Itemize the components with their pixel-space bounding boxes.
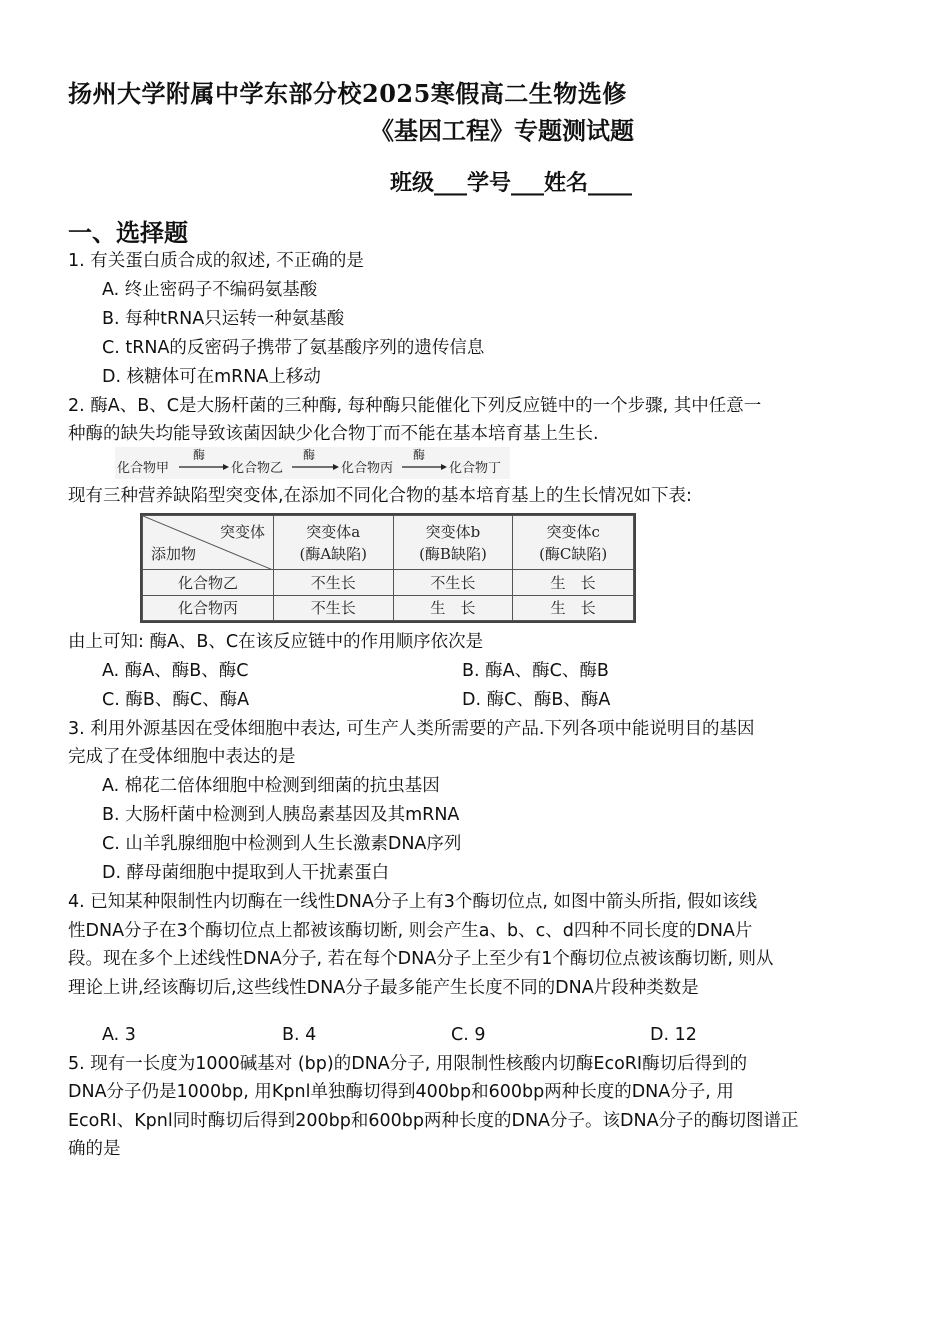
table-cell: 不生长	[274, 570, 394, 596]
question-5-line-1: 5. 现有一长度为1000碱基对 (bp)的DNA分子, 用限制性核酸内切酶EcoRI酶切后得到的	[68, 1054, 748, 1074]
question-1-option-b: B. 每种tRNA只运转一种氨基酸	[102, 309, 345, 329]
table-row-label: 化合物丙	[143, 595, 274, 621]
question-3-stem-line-2: 完成了在受体细胞中表达的是	[68, 747, 296, 767]
arrow-icon	[333, 464, 339, 470]
table-cell: 不生长	[393, 570, 513, 596]
table-row	[143, 570, 634, 596]
question-2-option-c: C. 酶B、酶C、酶A	[102, 690, 250, 710]
pathway-enzyme-label-1: 酶	[193, 448, 206, 462]
question-4-line-4: 理论上讲,经该酶切后,这些线性DNA分子最多能产生长度不同的DNA片段种类数是	[68, 978, 699, 998]
student-info-line: 班级___学号___姓名____	[390, 170, 633, 196]
question-2-option-d: D. 酶C、酶B、酶A	[462, 690, 611, 710]
pathway-compound-4: 化合物丁	[449, 461, 502, 476]
mutant-growth-table	[140, 513, 636, 623]
question-2-stem-line-2: 种酶的缺失均能导致该菌因缺少化合物丁而不能在基本培育基上生长.	[68, 424, 599, 444]
table-column-header: 突变体a (酶A缺陷)	[274, 516, 394, 570]
question-3-stem-line-1: 3. 利用外源基因在受体细胞中表达, 可生产人类所需要的产品.下列各项中能说明目的基因	[68, 719, 755, 739]
question-4-option-d: D. 12	[650, 1025, 697, 1045]
question-5-line-2: DNA分子仍是1000bp, 用Kpnl单独酶切得到400bp和600bp两种长度的DNA分子, 用	[68, 1082, 734, 1102]
exam-title: 扬州大学附属中学东部分校2025寒假高二生物选修	[68, 79, 627, 108]
table-cell: 生 长	[513, 570, 634, 596]
question-2-stem-line-1: 2. 酶A、B、C是大肠杆菌的三种酶, 每种酶只能催化下列反应链中的一个步骤, 其中任意一	[68, 396, 762, 416]
table-column-header: 突变体b (酶B缺陷)	[393, 516, 513, 570]
question-4-line-1: 4. 已知某种限制性内切酶在一线性DNA分子上有3个酶切位点, 如图中箭头所指, 假如该线	[68, 892, 758, 912]
question-4-option-a: A. 3	[102, 1025, 136, 1045]
table-cell: 生 长	[393, 595, 513, 621]
question-4-option-b: B. 4	[282, 1025, 317, 1045]
question-3-option-d: D. 酵母菌细胞中提取到人干扰素蛋白	[102, 863, 390, 883]
table-corner-cell: 突变体 添加物	[143, 516, 274, 570]
question-4-line-2: 性DNA分子在3个酶切位点上都被该酶切断, 则会产生a、b、c、d四种不同长度的DNA片	[68, 921, 753, 941]
table-row	[143, 595, 634, 621]
question-4-option-c: C. 9	[451, 1025, 486, 1045]
pathway-compound-2: 化合物乙	[231, 461, 284, 476]
pathway-enzyme-label-3: 酶	[413, 448, 426, 462]
question-2-question: 由上可知: 酶A、B、C在该反应链中的作用顺序依次是	[68, 632, 484, 652]
question-5-line-3: EcoRI、Kpnl同时酶切后得到200bp和600bp两种长度的DNA分子。该DNA分子的酶切图谱正	[68, 1111, 799, 1131]
table-column-header: 突变体c (酶C缺陷)	[513, 516, 634, 570]
question-2-option-b: B. 酶A、酶C、酶B	[462, 661, 609, 681]
pathway-enzyme-label-2: 酶	[303, 448, 316, 462]
question-5-line-4: 确的是	[68, 1139, 121, 1159]
section-heading: 一、选择题	[68, 218, 188, 247]
table-cell: 不生长	[274, 595, 394, 621]
question-1-option-a: A. 终止密码子不编码氨基酸	[102, 280, 318, 300]
reaction-pathway-figure	[115, 447, 510, 479]
question-1-option-c: C. tRNA的反密码子携带了氨基酸序列的遗传信息	[102, 338, 485, 358]
table-row-label: 化合物乙	[143, 570, 274, 596]
question-3-option-b: B. 大肠杆菌中检测到人胰岛素基因及其mRNA	[102, 805, 460, 825]
arrow-icon	[223, 464, 229, 470]
pathway-compound-3: 化合物丙	[341, 461, 394, 476]
question-4-line-3: 段。现在多个上述线性DNA分子, 若在每个DNA分子上至少有1个酶切位点被该酶切断, 则从	[68, 949, 774, 969]
arrow-icon	[441, 464, 447, 470]
question-2-table-intro: 现有三种营养缺陷型突变体,在添加不同化合物的基本培育基上的生长情况如下表:	[68, 486, 692, 506]
question-3-option-a: A. 棉花二倍体细胞中检测到细菌的抗虫基因	[102, 776, 440, 796]
question-3-option-c: C. 山羊乳腺细胞中检测到人生长激素DNA序列	[102, 834, 462, 854]
pathway-compound-1: 化合物甲	[117, 461, 170, 476]
question-2-option-a: A. 酶A、酶B、酶C	[102, 661, 249, 681]
question-1-stem: 1. 有关蛋白质合成的叙述, 不正确的是	[68, 251, 364, 271]
table-cell: 生 长	[513, 595, 634, 621]
exam-subtitle: 《基因工程》专题测试题	[370, 116, 634, 145]
question-1-option-d: D. 核糖体可在mRNA上移动	[102, 367, 321, 387]
